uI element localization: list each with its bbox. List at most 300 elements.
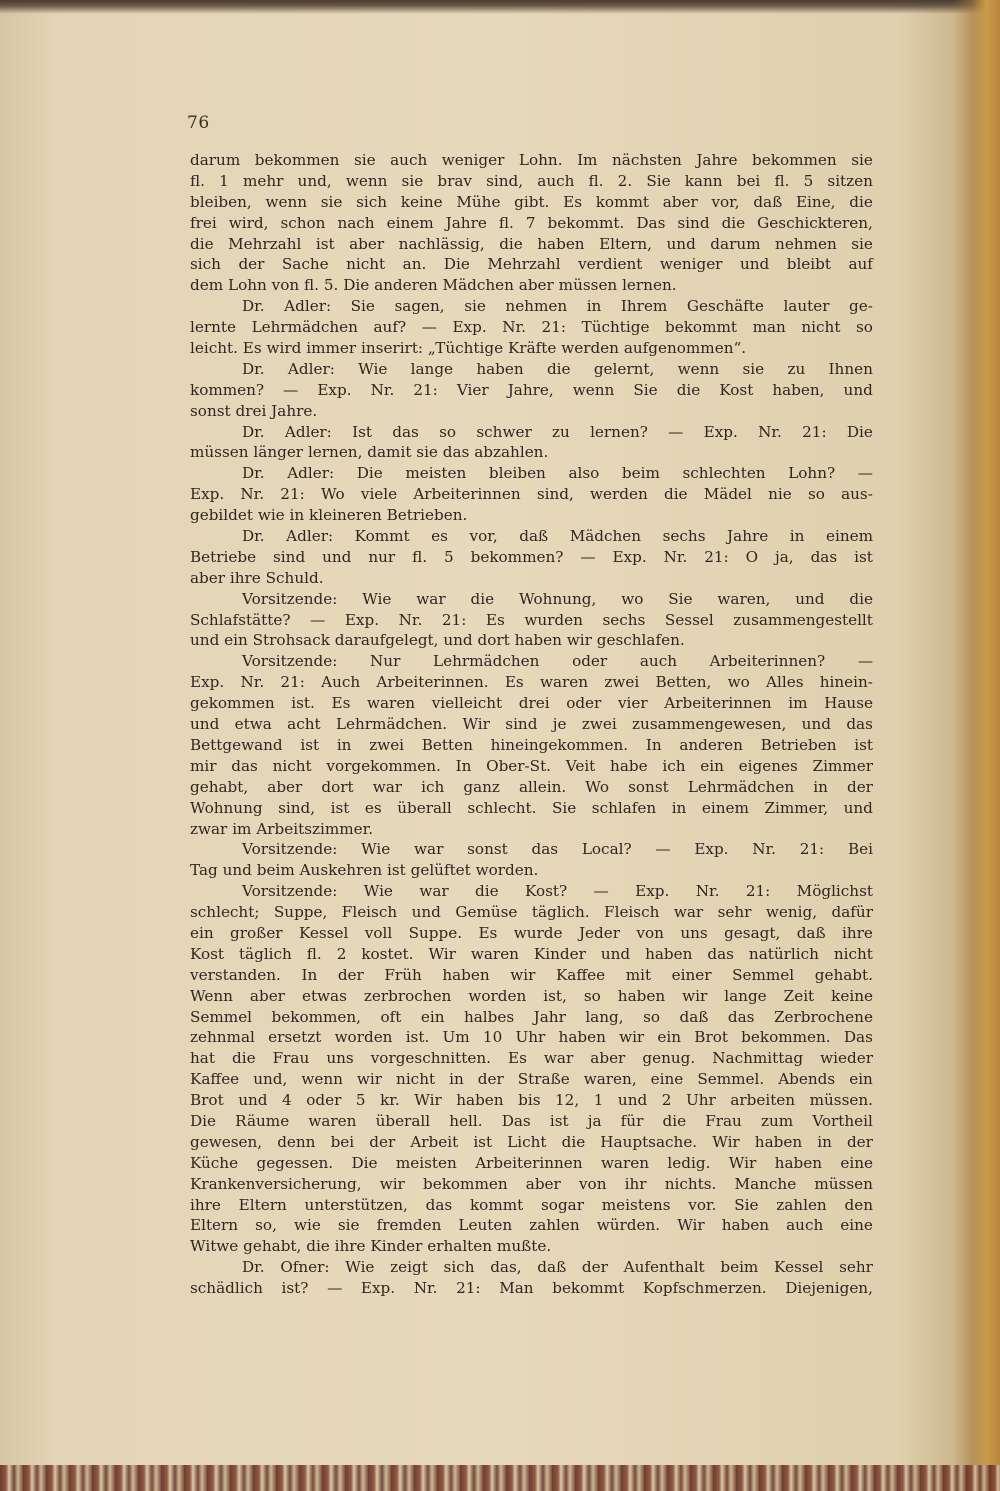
word: natürlich xyxy=(748,944,819,963)
word: bekommen xyxy=(422,1174,508,1193)
word: Früh xyxy=(384,965,422,984)
word: nicht xyxy=(272,756,312,775)
word: 1 xyxy=(219,171,229,190)
text-line xyxy=(190,1048,873,1069)
word: Kessel xyxy=(774,1258,824,1277)
word: wir xyxy=(356,1070,383,1089)
word: — xyxy=(655,840,671,859)
word: Mädchen xyxy=(442,276,514,295)
word: Wo xyxy=(320,485,345,504)
word: haben xyxy=(476,359,524,378)
word: fl. xyxy=(190,171,205,190)
word: 21: xyxy=(745,882,771,901)
word: haben xyxy=(456,1091,504,1110)
word: nicht xyxy=(346,255,386,274)
word: der xyxy=(369,1132,396,1151)
word: müssen xyxy=(558,276,618,295)
text-line xyxy=(190,756,873,777)
word: die xyxy=(470,589,495,608)
word: nichts. xyxy=(664,1174,717,1193)
word: die xyxy=(561,1132,586,1151)
word: Nr. xyxy=(240,673,265,692)
word: bleibt xyxy=(786,255,831,274)
word: ist. xyxy=(405,1028,430,1047)
word: wenn xyxy=(265,192,308,211)
word: ge- xyxy=(849,297,873,316)
word: Zeit xyxy=(783,986,815,1005)
word: Licht xyxy=(507,1132,547,1151)
word: Semmel. xyxy=(697,1070,765,1089)
word: gibt. xyxy=(514,192,550,211)
text-line xyxy=(190,630,873,651)
word: uns xyxy=(326,1049,354,1068)
word: aber xyxy=(190,568,226,587)
word: Brot xyxy=(190,1091,224,1110)
word: das xyxy=(707,944,734,963)
word: Es xyxy=(507,1049,527,1068)
word: Exp. xyxy=(317,380,352,399)
word: ihr xyxy=(624,1174,647,1193)
word: auch xyxy=(786,1216,824,1235)
word: brav xyxy=(437,171,472,190)
word: daß xyxy=(537,1258,567,1277)
word: zusammengestellt xyxy=(733,610,873,629)
word: schwer xyxy=(476,422,532,441)
word: wieder xyxy=(820,1049,873,1068)
text-line xyxy=(190,923,873,944)
word: das xyxy=(392,422,419,441)
word: und xyxy=(666,234,696,253)
word: sind xyxy=(273,547,306,566)
text-line xyxy=(190,839,873,860)
word: Mühe xyxy=(456,192,501,211)
word: — xyxy=(421,318,437,337)
word: oder xyxy=(306,1091,342,1110)
word: ganz xyxy=(463,777,500,796)
word: — xyxy=(327,1279,343,1298)
word: Arbeiterinnen xyxy=(413,485,521,504)
word: schädlich xyxy=(190,1279,263,1298)
word: die xyxy=(546,359,571,378)
text-line xyxy=(190,442,873,463)
word: Suppe. xyxy=(408,923,463,942)
word: daraufgelegt, xyxy=(334,631,439,650)
word: kommt xyxy=(469,1195,524,1214)
word: Mehrzahl xyxy=(487,255,561,274)
word: bekommen? xyxy=(470,547,564,566)
word: würden. xyxy=(596,1216,661,1235)
text-line xyxy=(190,463,873,484)
word: Adler: xyxy=(287,359,335,378)
word: in xyxy=(289,506,305,525)
word: wo xyxy=(621,589,644,608)
word: Wir xyxy=(712,1132,740,1151)
word: Jahre xyxy=(696,151,738,169)
word: an. xyxy=(402,255,427,274)
word: Wohnung, xyxy=(518,589,597,608)
word: bekommt xyxy=(665,318,737,337)
word: bis xyxy=(518,1091,541,1110)
word: je xyxy=(552,715,567,734)
word: geschlafen. xyxy=(596,631,685,650)
word: darum xyxy=(190,151,241,169)
word: die xyxy=(190,234,214,253)
text-line xyxy=(190,777,873,798)
word: Vorsitzende: xyxy=(242,882,338,901)
word: Wie xyxy=(363,882,393,901)
word: Witwe xyxy=(190,1237,239,1256)
word: weniger xyxy=(441,151,505,169)
word: Local? xyxy=(581,840,632,859)
word: Es xyxy=(485,610,505,629)
word: zum xyxy=(760,1111,794,1130)
word: bekommt xyxy=(552,1279,625,1298)
word: waren xyxy=(308,1111,357,1130)
word: bekommt. xyxy=(547,213,625,232)
word: Dr. xyxy=(242,297,265,316)
word: inserirt: xyxy=(361,339,424,358)
word: Adler: xyxy=(284,297,332,316)
word: 5 xyxy=(355,1091,366,1110)
word: Kost xyxy=(190,944,224,963)
word: Die xyxy=(846,422,873,441)
word: eine xyxy=(840,1216,873,1235)
word: Leuten xyxy=(458,1216,513,1235)
text-line xyxy=(190,213,873,234)
word: vor, xyxy=(469,527,498,546)
word: sie xyxy=(851,151,873,169)
word: Wie xyxy=(345,1258,375,1277)
word: Sie xyxy=(552,798,577,817)
word: wo xyxy=(727,673,750,692)
word: sind xyxy=(505,715,538,734)
word: sie xyxy=(337,1216,360,1235)
word: — xyxy=(580,547,596,566)
word: Sache xyxy=(281,255,329,274)
text-line xyxy=(190,986,873,1007)
word: aber xyxy=(349,234,385,253)
word: Um xyxy=(442,1028,470,1047)
word: Dr. xyxy=(242,1258,265,1277)
word: Die xyxy=(356,464,383,483)
word: nicht xyxy=(396,1070,436,1089)
word: Auch xyxy=(321,673,361,692)
word: schlecht. xyxy=(467,798,537,817)
word: 2 xyxy=(661,1091,672,1110)
word: aber xyxy=(518,276,554,295)
word: mit xyxy=(625,965,652,984)
word: bleiben, xyxy=(190,192,252,211)
word: Mädel xyxy=(703,485,752,504)
word: großer xyxy=(230,923,283,942)
word: Fleisch xyxy=(341,903,398,922)
word: ein xyxy=(700,756,724,775)
word: zwei xyxy=(604,673,640,692)
word: Bettgewand xyxy=(190,735,283,754)
word: Arbeitszimmer. xyxy=(256,819,374,838)
text-line xyxy=(190,526,873,547)
word: mir xyxy=(190,756,217,775)
word: Straße xyxy=(517,1070,570,1089)
word: wenn xyxy=(572,380,615,399)
word: der xyxy=(337,965,364,984)
word: Sie xyxy=(646,171,671,190)
word: 12, xyxy=(555,1091,580,1110)
word: und, xyxy=(297,171,332,190)
word: wenn xyxy=(677,359,720,378)
word: auf? xyxy=(373,318,407,337)
word: Alles xyxy=(766,673,804,692)
word: lange xyxy=(410,359,454,378)
word: in xyxy=(813,777,828,796)
text-line xyxy=(190,484,873,505)
word: sie xyxy=(353,151,376,169)
word: Nr. xyxy=(663,547,688,566)
word: lernte xyxy=(190,318,236,337)
word: — xyxy=(310,610,326,629)
text-line xyxy=(190,1069,873,1090)
word: dafür xyxy=(831,903,873,922)
word: Suppe, xyxy=(273,903,328,922)
word: und xyxy=(617,1091,648,1110)
word: keine xyxy=(831,986,873,1005)
word: Jeder xyxy=(578,923,620,942)
word: bekommen xyxy=(752,151,837,169)
word: so xyxy=(856,318,873,337)
word: Zimmer, xyxy=(764,798,829,817)
word: Tüchtige xyxy=(581,318,650,337)
word: abzahlen. xyxy=(474,443,549,462)
word: Nr. xyxy=(502,318,526,337)
word: gehabt. xyxy=(814,965,873,984)
word: war xyxy=(414,840,444,859)
word: lernen? xyxy=(590,422,648,441)
word: Wohnung xyxy=(190,798,263,817)
word: ich xyxy=(421,777,445,796)
word: nächsten xyxy=(612,151,682,169)
word: sie xyxy=(416,443,438,462)
word: vielleicht xyxy=(431,694,503,713)
word: Das xyxy=(843,1028,873,1047)
word: Exp. xyxy=(360,1279,396,1298)
word: wurde xyxy=(513,923,563,942)
word: ja xyxy=(587,1111,602,1130)
word: Gemüse xyxy=(455,903,518,922)
word: nie xyxy=(768,485,792,504)
word: hineingekommen. xyxy=(490,735,629,754)
word: habe xyxy=(610,756,648,775)
word: lange xyxy=(724,986,767,1005)
text-line xyxy=(190,651,873,672)
word: 21: xyxy=(456,1279,481,1298)
text-line xyxy=(190,965,873,986)
word: Schlafstätte? xyxy=(190,610,291,629)
word: ist. xyxy=(291,694,315,713)
word: hell. xyxy=(449,1111,483,1130)
text-line xyxy=(190,171,873,192)
word: zahlen xyxy=(529,1216,580,1235)
text-line xyxy=(190,735,873,756)
word: kann xyxy=(684,171,723,190)
word: Nr. xyxy=(398,610,423,629)
word: verdient xyxy=(578,255,643,274)
word: Eltern xyxy=(190,1216,239,1235)
word: Wie xyxy=(358,359,388,378)
word: die xyxy=(849,192,873,211)
word: und xyxy=(843,798,873,817)
word: Diejenigen, xyxy=(785,1279,873,1298)
word: Kaffee xyxy=(190,1070,240,1089)
word: waren xyxy=(470,944,519,963)
text-line xyxy=(190,296,873,317)
word: zusammengewesen, xyxy=(632,715,787,734)
word: acht xyxy=(287,715,321,734)
word: Dr. xyxy=(242,464,265,483)
word: aufgenommen“. xyxy=(623,339,747,358)
word: ledig. xyxy=(667,1153,711,1172)
word: die xyxy=(663,485,688,504)
word: Kopfschmerzen. xyxy=(642,1279,767,1298)
word: sechs xyxy=(662,527,706,546)
word: worden xyxy=(334,1028,393,1047)
word: In xyxy=(455,756,472,775)
word: zwei xyxy=(369,735,405,754)
word: und xyxy=(739,255,770,274)
word: worden xyxy=(468,986,527,1005)
word: schlechten xyxy=(682,464,766,483)
word: Wenn xyxy=(190,986,233,1005)
word: nach xyxy=(337,213,375,232)
word: ist xyxy=(854,735,873,754)
word: Nachmittag xyxy=(712,1049,804,1068)
word: etwas xyxy=(301,986,347,1005)
text-line xyxy=(190,1174,873,1195)
page-number: 76 xyxy=(187,113,210,133)
word: und xyxy=(443,631,473,650)
text-line xyxy=(190,254,873,275)
word: Nr. xyxy=(240,485,265,504)
text-line xyxy=(190,1007,873,1028)
word: schlafen xyxy=(591,798,657,817)
word: in xyxy=(336,735,352,754)
text-line xyxy=(190,547,873,568)
word: Nr. xyxy=(695,882,720,901)
word: Jahre xyxy=(445,213,487,232)
word: nachlässig, xyxy=(398,234,485,253)
word: immer xyxy=(306,339,357,358)
word: die xyxy=(232,1049,256,1068)
word: die xyxy=(306,1237,330,1256)
word: keine xyxy=(400,192,443,211)
word: wenn xyxy=(345,171,388,190)
word: Arbeiterinnen xyxy=(664,694,772,713)
word: kleineren xyxy=(309,506,382,525)
text-line xyxy=(190,422,873,443)
word: Räume xyxy=(235,1111,290,1130)
word: wenig, xyxy=(765,903,818,922)
text-line xyxy=(190,1090,873,1111)
text-line xyxy=(190,1132,873,1153)
word: Die xyxy=(343,276,370,295)
word: gelüftet xyxy=(410,861,471,880)
word: in xyxy=(671,798,687,817)
word: Nur xyxy=(370,652,401,671)
word: eine xyxy=(840,1153,873,1172)
word: sechs xyxy=(602,610,646,629)
word: das xyxy=(846,715,873,734)
word: daß xyxy=(796,923,826,942)
word: aber xyxy=(267,777,303,796)
word: Ober-St. xyxy=(486,756,552,775)
text-line xyxy=(190,505,873,526)
word: bei xyxy=(736,171,761,190)
word: sonst xyxy=(190,401,231,420)
word: Mädchen xyxy=(569,527,642,546)
text-line xyxy=(190,693,873,714)
word: ihre xyxy=(190,1195,221,1214)
word: oder xyxy=(566,694,602,713)
word: überall xyxy=(375,1111,431,1130)
word: Im xyxy=(577,151,598,169)
word: die xyxy=(676,380,701,399)
word: bekommen. xyxy=(741,1028,831,1047)
word: aber xyxy=(525,1174,561,1193)
word: Strohsack xyxy=(252,631,330,650)
word: Küche xyxy=(190,1153,239,1172)
word: 21: xyxy=(413,380,438,399)
word: vor, xyxy=(711,192,740,211)
word: Krankenversicherung, xyxy=(190,1174,362,1193)
word: Dr. xyxy=(242,422,265,441)
word: so, xyxy=(255,1216,277,1235)
word: in xyxy=(449,1070,464,1089)
word: wenn xyxy=(301,1070,343,1089)
word: sitzen xyxy=(827,171,873,190)
word: daß xyxy=(679,1007,709,1026)
word: ihre xyxy=(229,568,261,587)
word: zu xyxy=(787,359,806,378)
text-line xyxy=(190,1257,873,1278)
word: In xyxy=(645,735,662,754)
word: Nr. xyxy=(370,380,395,399)
word: es xyxy=(431,527,448,546)
word: Arbeiterinnen. xyxy=(376,673,489,692)
word: Wir xyxy=(414,1091,442,1110)
word: ist? xyxy=(281,1279,309,1298)
word: — xyxy=(593,882,609,901)
word: hat xyxy=(190,1049,215,1068)
word: wie xyxy=(293,1216,321,1235)
word: überall xyxy=(397,798,452,817)
word: verstanden. xyxy=(190,965,281,984)
word: Es xyxy=(563,192,582,211)
word: unterstützen, xyxy=(304,1195,408,1214)
text-line xyxy=(190,1236,873,1257)
word: wir xyxy=(566,631,592,650)
word: Kessel xyxy=(298,923,349,942)
word: Kaffee xyxy=(555,965,606,984)
word: Exp. xyxy=(452,318,487,337)
word: Sie xyxy=(668,589,693,608)
word: auch xyxy=(639,652,677,671)
word: waren xyxy=(367,694,416,713)
text-line xyxy=(190,1153,873,1174)
word: Semmel xyxy=(732,965,795,984)
word: Die xyxy=(190,1111,217,1130)
word: war xyxy=(673,903,704,922)
word: ist xyxy=(549,1111,569,1130)
word: viele xyxy=(360,485,398,504)
